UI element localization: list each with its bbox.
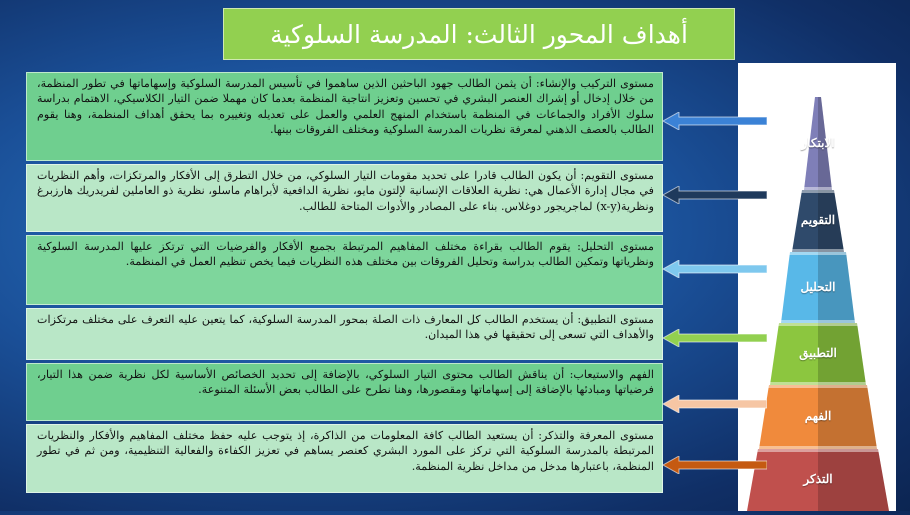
arrow-shape — [663, 260, 767, 278]
level-text: الفهم والاستيعاب: أن يناقش الطالب محتوى التيار السلوكي، بالإضافة إلى تحديد الخصائص الأساسية لكل نظرية ضمن هذا التيار، فرضياتها ومبادئها بالإضافة إلى إسهاماتها ومقصورها، وهنا نطرح على الطالب بعض الأسئلة المتنوعة. — [37, 368, 654, 397]
pyramid-label: التقويم — [800, 213, 836, 227]
level-text: مستوى التقويم: أن يكون الطالب قادرا على تحديد مقومات التيار السلوكي، من خلال التطرق إلى الأفكار والمرتكزات، وأهم النظريات في مجال إدارة الأعمال هي: نظرية العلاقات الإنسانية لإلتون مايو، نظرية الدافعية لأبراهام ماسلو، نظرية ذو العاملين لفريدريك هارزبرغ ونظرية(x-y) لماجريجور دوغلاس. بناء على المصادر والأدوات المتاحة للطالب. — [37, 169, 654, 213]
arrow-icon — [663, 456, 767, 474]
pyramid-ledge — [800, 187, 836, 193]
level-text-box — [26, 235, 663, 305]
slide-title — [223, 8, 735, 60]
pyramid-ledge — [756, 446, 880, 452]
pyramid-ledge — [788, 249, 848, 255]
level-text: مستوى التحليل: يقوم الطالب بقراءة مختلف المفاهيم المرتبطة بجميع الأفكار والفرضيات التي ترتكز عليها المدرسة السلوكية ونظرياتها وتمكين الطالب بدراسة وتحليل الفروقات بين مختلف هذه النظريات فيما يخص تنظيم العمل في المنظمة. — [37, 240, 654, 269]
level-text-box — [26, 424, 663, 493]
pyramid-label: التطبيق — [799, 346, 837, 360]
arrow-icon — [663, 395, 767, 413]
pyramid-label: الابتكار — [801, 135, 835, 150]
arrow-shape — [663, 456, 767, 474]
pyramid-label: الفهم — [804, 409, 832, 423]
arrow-icon — [663, 329, 767, 347]
pyramid-ledge — [777, 320, 859, 326]
level-text-box — [26, 363, 663, 421]
arrow-shape — [663, 186, 767, 204]
level-text-box — [26, 164, 663, 232]
level-text: مستوى المعرفة والتذكر: أن يستعيد الطالب كافة المعلومات من الذاكرة، إذ يتوجب عليه حفظ مختلف المفاهيم والأفكار والنظريات المرتبطة بالمدرسة السلوكية التي تركز على المورد البشري كعنصر يساهم في تعزيز الكفاءة والفعالية التنظيمية، ومن ثم في تطور المنظمة، باعتبارها مدخل من مداخل نظرية المنظمة. — [37, 429, 654, 473]
arrow-shape — [663, 395, 767, 413]
level-text-box — [26, 308, 663, 360]
slide-title-text: أهداف المحور الثالث: المدرسة السلوكية — [270, 19, 688, 49]
level-text-box — [26, 72, 663, 161]
arrow-shape — [663, 329, 767, 347]
arrow-icon — [663, 260, 767, 278]
arrow-shape — [663, 112, 767, 130]
level-text: مستوى التطبيق: أن يستخدم الطالب كل المعارف ذات الصلة بمحور المدرسة السلوكية، كما يتعين عليه التعرف على مختلف مرتكزات والأهداف التي تسعى إلى تحقيقها في هذا الميدان. — [37, 313, 654, 342]
arrow-icon — [663, 186, 767, 204]
pyramid-ledge — [767, 382, 869, 388]
pyramid-label: التذكر — [803, 472, 833, 486]
pyramid-label: التحليل — [800, 279, 836, 294]
arrow-icon — [663, 112, 767, 130]
level-text: مستوى التركيب والإنشاء: أن يثمن الطالب جهود الباحثين الذين ساهموا في تأسيس المدرسة السلوكية وإسهاماتها في تطور المنظمة، من خلال إدخال أو إشراك العنصر البشري في تحسين وتعزيز انتاجية المنظمة بعدما كان مهملا ضمن التيار الكلاسيكي، الاهتمام بدراسة سلوك الأفراد والجماعات في المنظمة باستخدام المنهج العلمي والعمل على تعديله وتغييره بما يحقق أهداف المنظمة، وهنا يقوم الطالب بالعصف الذهني لمعرفة نظريات المدرسة السلوكية ومختلف الفروقات بينها. — [37, 77, 654, 136]
